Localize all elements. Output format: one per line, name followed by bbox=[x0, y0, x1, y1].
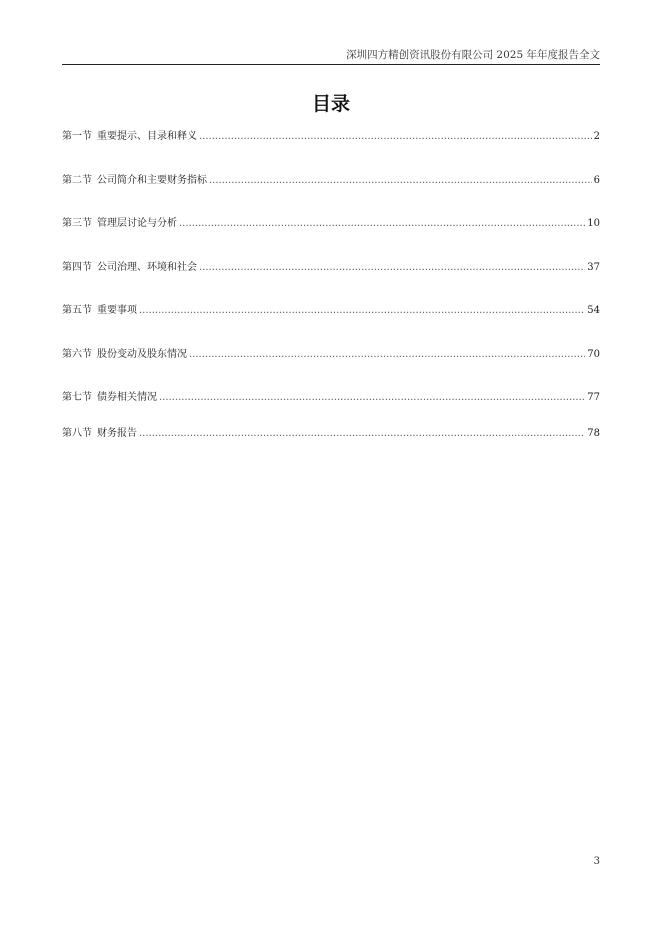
toc-section-label: 第八节 bbox=[62, 428, 92, 439]
toc-page-number: 6 bbox=[593, 175, 600, 186]
toc-dot-leader bbox=[199, 128, 592, 146]
toc-section-label: 第四节 bbox=[62, 262, 92, 273]
document-header bbox=[62, 47, 600, 63]
toc-entry-title: 管理层讨论与分析 bbox=[97, 218, 177, 229]
toc-section-label: 第七节 bbox=[62, 392, 92, 403]
toc-entry-section-2[interactable] bbox=[62, 172, 600, 190]
toc-section-label: 第二节 bbox=[62, 175, 92, 186]
toc-entry-section-4[interactable] bbox=[62, 259, 600, 277]
toc-title: 目录 bbox=[311, 93, 350, 115]
toc-entry-title: 财务报告 bbox=[97, 428, 137, 439]
toc-page-number: 10 bbox=[587, 218, 600, 229]
toc-dot-leader bbox=[189, 346, 585, 364]
toc-entry-title: 公司简介和主要财务指标 bbox=[97, 175, 207, 186]
toc-entry-section-6[interactable] bbox=[62, 346, 600, 364]
toc-entry-title: 公司治理、环境和社会 bbox=[97, 262, 197, 273]
toc-dot-leader bbox=[159, 389, 585, 407]
toc-section-label: 第五节 bbox=[62, 305, 92, 316]
toc-entry-title: 重要事项 bbox=[97, 305, 137, 316]
toc-entry-section-3[interactable] bbox=[62, 215, 600, 233]
toc-page-number: 37 bbox=[587, 262, 600, 273]
header-title: 深圳四方精创资讯股份有限公司 2025 年年度报告全文 bbox=[346, 49, 600, 61]
toc-section-label: 第三节 bbox=[62, 218, 92, 229]
toc-entry-title: 债券相关情况 bbox=[97, 392, 157, 403]
toc-page-number: 78 bbox=[587, 428, 600, 439]
toc-page-number: 54 bbox=[587, 305, 600, 316]
toc-entry-title: 股份变动及股东情况 bbox=[97, 349, 187, 360]
toc-page-number: 2 bbox=[593, 131, 600, 142]
toc-dot-leader bbox=[139, 302, 585, 320]
toc-page-number: 70 bbox=[587, 349, 600, 360]
toc-entry-section-1[interactable] bbox=[62, 128, 600, 146]
toc-dot-leader bbox=[209, 172, 592, 190]
toc-entry-section-8[interactable] bbox=[62, 425, 600, 443]
page-number: 3 bbox=[593, 856, 600, 867]
toc-entry-section-5[interactable] bbox=[62, 302, 600, 320]
header-divider bbox=[62, 64, 600, 65]
toc-dot-leader bbox=[199, 259, 585, 277]
toc-entry-section-7[interactable] bbox=[62, 389, 600, 407]
toc-section-label: 第六节 bbox=[62, 349, 92, 360]
toc-page-number: 77 bbox=[587, 392, 600, 403]
toc-section-label: 第一节 bbox=[62, 131, 92, 142]
toc-entry-title: 重要提示、目录和释义 bbox=[97, 131, 197, 142]
toc-dot-leader bbox=[179, 215, 585, 233]
toc-dot-leader bbox=[139, 425, 585, 443]
